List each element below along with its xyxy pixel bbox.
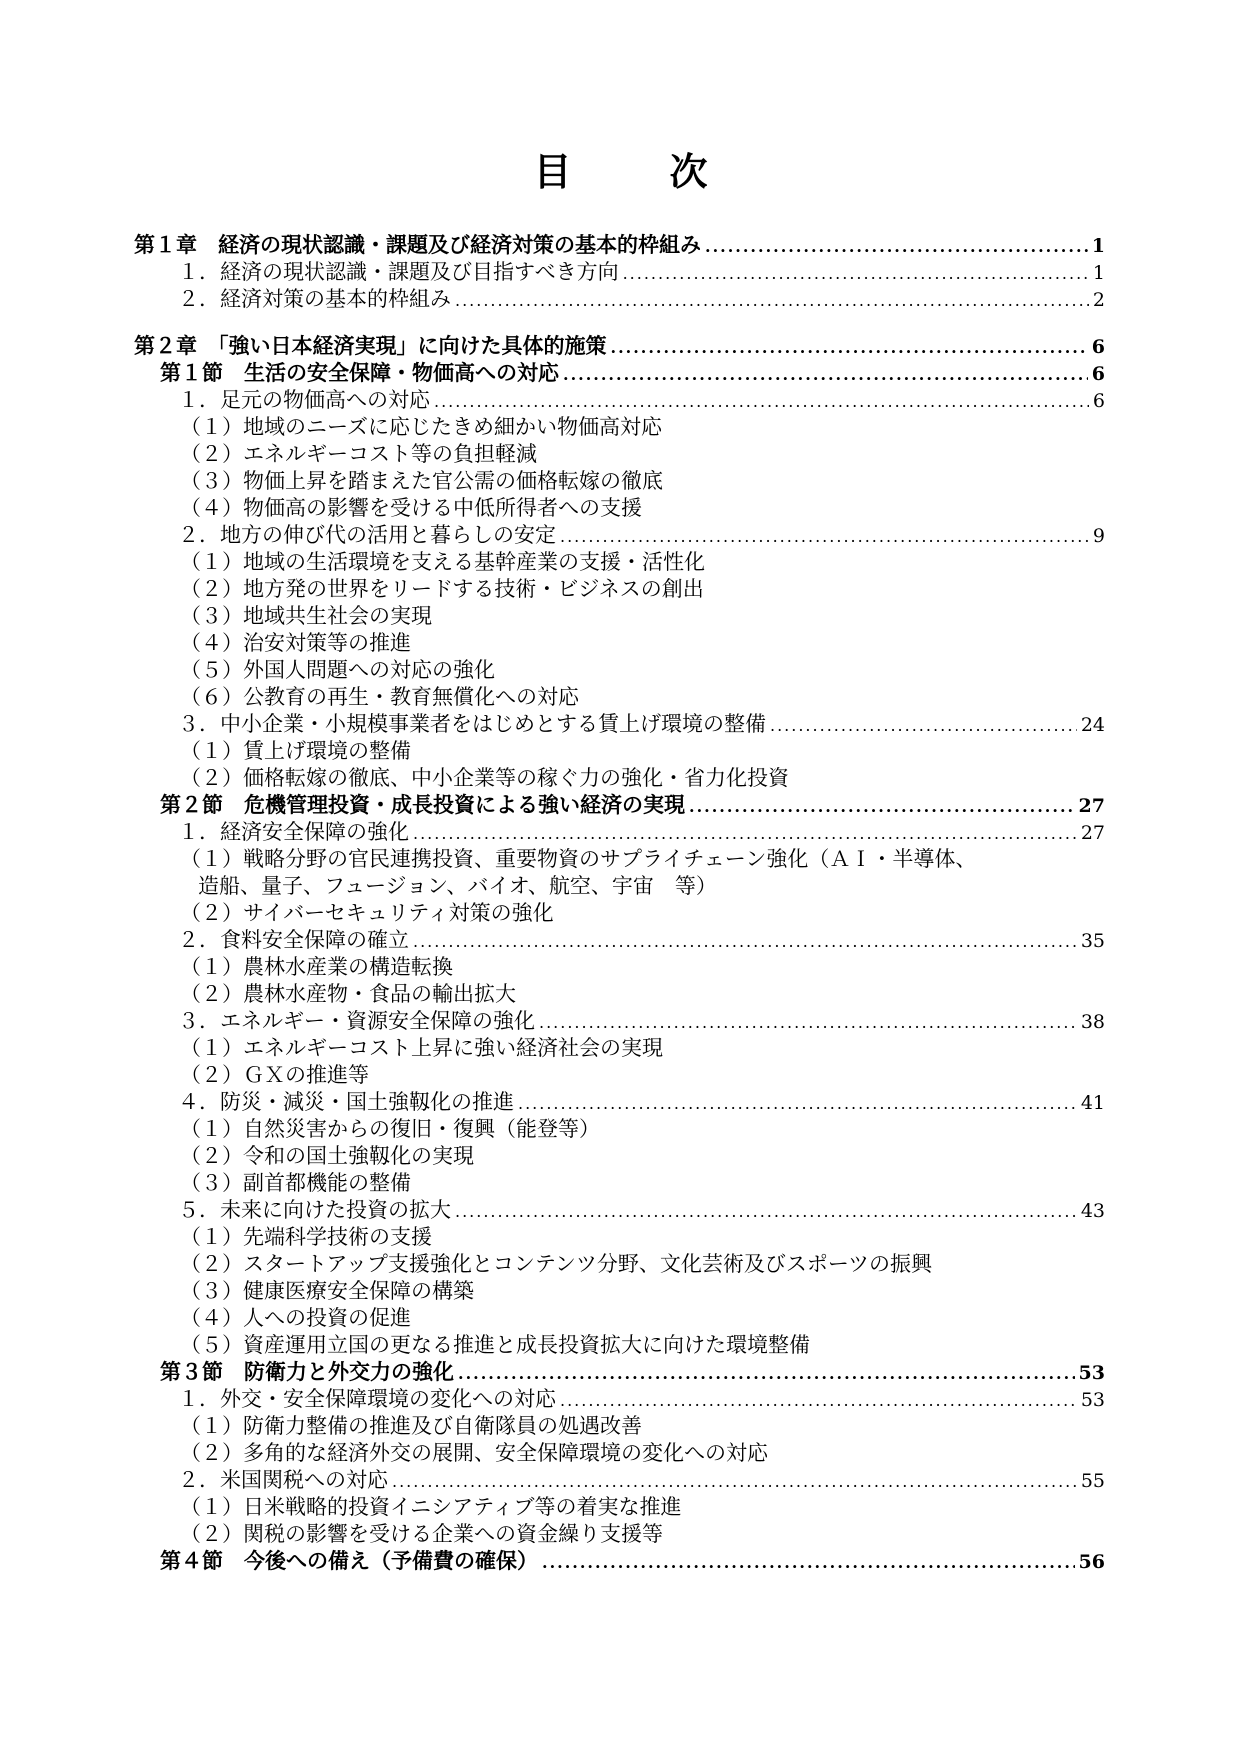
- toc-entry-label: ２．米国関税への対応: [178, 1468, 388, 1492]
- toc-entry-label: （２）多角的な経済外交の展開、安全保障環境の変化への対応: [180, 1441, 768, 1465]
- toc-sub-row[interactable]: [0, 657, 1241, 684]
- dot-leader: [770, 712, 1077, 739]
- toc-page-number: 53: [1078, 1362, 1105, 1384]
- toc-entry-label: 第２節 危機管理投資・成長投資による強い経済の実現: [160, 793, 685, 817]
- toc-sub-row[interactable]: [0, 1278, 1241, 1305]
- toc-entry-label: （２）令和の国土強靱化の実現: [180, 1144, 474, 1168]
- toc-sub-row[interactable]: [0, 738, 1241, 765]
- toc-sub-row[interactable]: [0, 981, 1241, 1008]
- toc-entry-label: （３）健康医療安全保障の構築: [180, 1279, 474, 1303]
- toc-chapter-row[interactable]: [0, 333, 1241, 360]
- toc-sub-row[interactable]: [0, 1224, 1241, 1251]
- toc-sub-row[interactable]: [0, 684, 1241, 711]
- toc-sub-row[interactable]: [0, 846, 1241, 873]
- toc-item-row[interactable]: [0, 819, 1241, 846]
- toc-page-number: 53: [1080, 1389, 1105, 1411]
- toc-page-number: 38: [1080, 1011, 1105, 1033]
- toc-entry-label: 第１章 経済の現状認識・課題及び経済対策の基本的枠組み: [134, 233, 701, 257]
- toc-sub-row[interactable]: [0, 603, 1241, 630]
- toc-page-number: 43: [1080, 1200, 1105, 1222]
- toc-page-number: 6: [1091, 363, 1105, 385]
- toc-section-row[interactable]: [0, 1359, 1241, 1386]
- dot-leader: [455, 1198, 1077, 1225]
- toc-sub-row[interactable]: [0, 1143, 1241, 1170]
- toc-entry-label: ２．経済対策の基本的枠組み: [178, 287, 451, 311]
- toc-entry-label: １．外交・安全保障環境の変化への対応: [178, 1387, 556, 1411]
- toc-sub-row[interactable]: [0, 1440, 1241, 1467]
- toc-sub-row[interactable]: [0, 1413, 1241, 1440]
- toc-page-number: 2: [1092, 289, 1105, 311]
- toc-entry-label: （１）地域のニーズに応じたきめ細かい物価高対応: [180, 415, 662, 439]
- toc-entry-label: ２．地方の伸び代の活用と暮らしの安定: [178, 523, 556, 547]
- dot-leader: [458, 1360, 1075, 1387]
- toc-item-row[interactable]: [0, 286, 1241, 313]
- toc-entry-label: （２）価格転嫁の徹底、中小企業等の稼ぐ力の強化・省力化投資: [180, 766, 789, 790]
- toc-entry-label: （３）副首都機能の整備: [180, 1171, 411, 1195]
- toc-entry-label: （４）治安対策等の推進: [180, 631, 411, 655]
- toc-sub-row[interactable]: [0, 1521, 1241, 1548]
- dot-leader: [542, 1549, 1075, 1576]
- toc-sub-row[interactable]: [0, 549, 1241, 576]
- toc-entry-label: （３）地域共生社会の実現: [180, 604, 432, 628]
- dot-leader: [560, 1387, 1077, 1414]
- toc-sub-row[interactable]: [0, 954, 1241, 981]
- table-of-contents: [0, 232, 1241, 1575]
- toc-item-row[interactable]: [0, 1197, 1241, 1224]
- dot-leader: [563, 361, 1088, 388]
- toc-entry-label: 第４節 今後への備え（予備費の確保）: [160, 1549, 538, 1573]
- toc-sub-row[interactable]: [0, 1116, 1241, 1143]
- toc-sub-row[interactable]: [0, 1332, 1241, 1359]
- toc-entry-label: ３．エネルギー・資源安全保障の強化: [178, 1009, 535, 1033]
- toc-page-number: 41: [1080, 1092, 1105, 1114]
- toc-sub-row[interactable]: [0, 765, 1241, 792]
- toc-page-number: 27: [1078, 795, 1105, 817]
- toc-entry-label: （１）戦略分野の官民連携投資、重要物資のサプライチェーン強化（ＡＩ・半導体、: [180, 847, 977, 871]
- toc-page-number: 56: [1078, 1551, 1105, 1573]
- toc-entry-label: （１）日米戦略的投資イニシアティブ等の着実な推進: [180, 1495, 682, 1519]
- dot-leader: [455, 287, 1089, 314]
- toc-sub-row[interactable]: [0, 1305, 1241, 1332]
- toc-page-number: 6: [1092, 390, 1105, 412]
- dot-leader: [413, 928, 1077, 955]
- toc-item-row[interactable]: [0, 1089, 1241, 1116]
- toc-entry-label: １．経済安全保障の強化: [178, 820, 409, 844]
- toc-entry-label: （１）農林水産業の構造転換: [180, 955, 453, 979]
- toc-sub-row[interactable]: [0, 468, 1241, 495]
- toc-item-row[interactable]: [0, 387, 1241, 414]
- toc-section-row[interactable]: [0, 360, 1241, 387]
- dot-leader: [539, 1009, 1077, 1036]
- dot-leader: [560, 523, 1089, 550]
- dot-leader: [392, 1468, 1077, 1495]
- toc-sub-row[interactable]: [0, 630, 1241, 657]
- toc-entry-label: ４．防災・減災・国土強靱化の推進: [178, 1090, 514, 1114]
- toc-sub-row[interactable]: [0, 495, 1241, 522]
- toc-entry-label: （５）外国人問題への対応の強化: [180, 658, 495, 682]
- toc-entry-label: （１）自然災害からの復旧・復興（能登等）: [180, 1117, 600, 1141]
- toc-entry-label: （１）先端科学技術の支援: [180, 1225, 432, 1249]
- toc-entry-label: １．足元の物価高への対応: [178, 388, 430, 412]
- toc-item-row[interactable]: [0, 1467, 1241, 1494]
- toc-item-row[interactable]: [0, 927, 1241, 954]
- toc-entry-label: （２）農林水産物・食品の輸出拡大: [180, 982, 516, 1006]
- dot-leader: [413, 820, 1077, 847]
- page-title: 目 次: [533, 150, 738, 194]
- toc-entry-label: （２）エネルギーコスト等の負担軽減: [180, 442, 537, 466]
- toc-section-row[interactable]: [0, 1548, 1241, 1575]
- toc-entry-label: （６）公教育の再生・教育無償化への対応: [180, 685, 579, 709]
- toc-chapter-row[interactable]: [0, 232, 1241, 259]
- toc-sub-row[interactable]: [0, 1251, 1241, 1278]
- dot-leader: [705, 233, 1088, 260]
- toc-page-number: 24: [1080, 714, 1105, 736]
- toc-entry-label: （４）物価高の影響を受ける中低所得者への支援: [180, 496, 642, 520]
- toc-sub-row[interactable]: [0, 414, 1241, 441]
- toc-item-row[interactable]: [0, 522, 1241, 549]
- toc-entry-label: 第３節 防衛力と外交力の強化: [160, 1360, 454, 1384]
- dot-leader: [689, 793, 1075, 820]
- toc-cont-row[interactable]: [0, 873, 1241, 900]
- toc-entry-label: ２．食料安全保障の確立: [178, 928, 409, 952]
- toc-section-row[interactable]: [0, 792, 1241, 819]
- toc-entry-label: ３．中小企業・小規模事業者をはじめとする賃上げ環境の整備: [178, 712, 766, 736]
- toc-entry-label: （２）サイバーセキュリティ対策の強化: [180, 901, 554, 925]
- toc-entry-label: （３）物価上昇を踏まえた官公需の価格転嫁の徹底: [180, 469, 663, 493]
- toc-page-number: 1: [1091, 235, 1105, 257]
- toc-item-row[interactable]: [0, 711, 1241, 738]
- dot-leader: [518, 1090, 1077, 1117]
- toc-entry-label: ５．未来に向けた投資の拡大: [178, 1198, 451, 1222]
- group-spacer: [0, 313, 1241, 333]
- toc-entry-label: 第２章 「強い日本経済実現」に向けた具体的施策: [134, 334, 607, 358]
- toc-entry-label: （２）地方発の世界をリードする技術・ビジネスの創出: [180, 577, 704, 601]
- toc-entry-label: （１）防衛力整備の推進及び自衛隊員の処遇改善: [180, 1414, 642, 1438]
- toc-page-number: 27: [1080, 822, 1105, 844]
- toc-page-number: 6: [1091, 336, 1105, 358]
- toc-entry-label: 造船、量子、フュージョン、バイオ、航空、宇宙 等）: [198, 874, 717, 898]
- toc-entry-label: 第１節 生活の安全保障・物価高への対応: [160, 361, 559, 385]
- toc-sub-row[interactable]: [0, 900, 1241, 927]
- dot-leader: [434, 388, 1089, 415]
- toc-entry-label: （２）関税の影響を受ける企業への資金繰り支援等: [180, 1522, 663, 1546]
- toc-page-number: 35: [1080, 930, 1105, 952]
- toc-page-number: 9: [1092, 525, 1105, 547]
- toc-item-row[interactable]: [0, 1008, 1241, 1035]
- toc-entry-label: （２）ＧＸの推進等: [180, 1063, 369, 1087]
- toc-entry-label: （１）賃上げ環境の整備: [180, 739, 411, 763]
- toc-sub-row[interactable]: [0, 1170, 1241, 1197]
- toc-entry-label: （１）エネルギーコスト上昇に強い経済社会の実現: [180, 1036, 663, 1060]
- dot-leader: [623, 260, 1089, 287]
- toc-entry-label: （５）資産運用立国の更なる推進と成長投資拡大に向けた環境整備: [180, 1333, 810, 1357]
- toc-entry-label: （２）スタートアップ支援強化とコンテンツ分野、文化芸術及びスポーツの振興: [180, 1252, 933, 1276]
- toc-sub-row[interactable]: [0, 1494, 1241, 1521]
- toc-page-number: 55: [1080, 1470, 1105, 1492]
- toc-item-row[interactable]: [0, 259, 1241, 286]
- dot-leader: [611, 334, 1088, 361]
- toc-entry-label: １．経済の現状認識・課題及び目指すべき方向: [178, 260, 619, 284]
- toc-page-number: 1: [1092, 262, 1105, 284]
- toc-entry-label: （４）人への投資の促進: [180, 1306, 411, 1330]
- toc-sub-row[interactable]: [0, 1035, 1241, 1062]
- toc-item-row[interactable]: [0, 1386, 1241, 1413]
- toc-sub-row[interactable]: [0, 1062, 1241, 1089]
- toc-sub-row[interactable]: [0, 576, 1241, 603]
- toc-entry-label: （１）地域の生活環境を支える基幹産業の支援・活性化: [180, 550, 705, 574]
- toc-sub-row[interactable]: [0, 441, 1241, 468]
